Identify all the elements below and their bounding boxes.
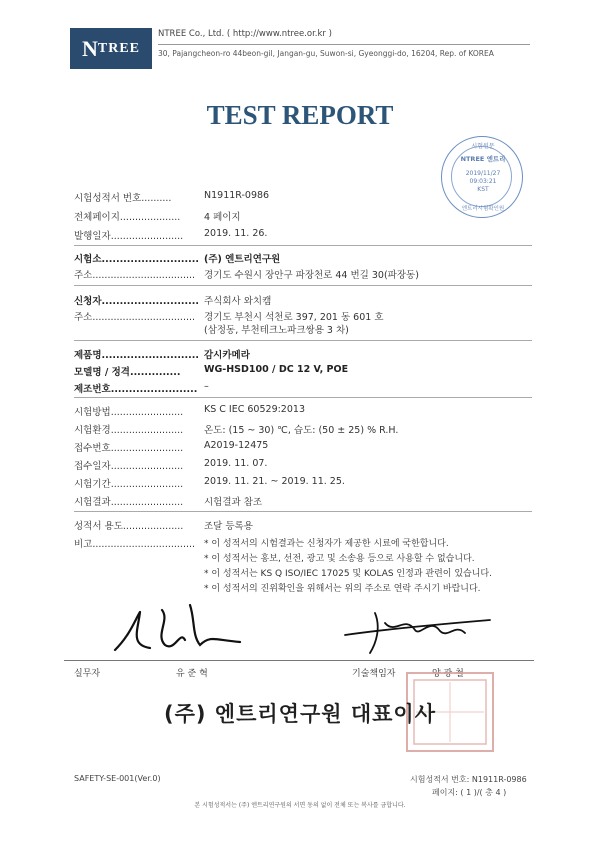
form-code: SAFETY-SE-001(Ver.0) xyxy=(74,774,161,783)
field-value-applicant: 주식회사 와치캠 xyxy=(204,296,272,307)
field-label-model-rating: 모델명 / 정격.............. xyxy=(74,367,181,378)
header-divider xyxy=(158,44,530,45)
remark-note: * 이 성적서의 시험결과는 신청자가 제공한 시료에 국한합니다. xyxy=(204,539,449,549)
field-value-test-result: 시험결과 참조 xyxy=(204,497,263,508)
field-value-test-env: 온도: (15 ~ 30) ℃, 습도: (50 ± 25) % R.H. xyxy=(204,425,399,436)
stamp-time: 09:03:21 xyxy=(469,178,497,185)
stamp-bottom-text: 엔트리시험확인원 xyxy=(461,206,505,212)
section-divider xyxy=(74,397,532,398)
field-value-applicant-address: 경기도 부천시 석천로 397, 201 동 601 호 xyxy=(204,312,384,323)
footer-report-no: 시험성적서 번호: N1911R-0986 xyxy=(410,775,527,784)
field-label-applicant-address: 주소.................................. xyxy=(74,312,196,323)
field-label-test-result: 시험결과........................ xyxy=(74,497,184,508)
signer-role-right: 기술책임자 xyxy=(352,669,396,679)
field-value-applicant-address-2: (삼정동, 부천테크노파크쌍용 3 차) xyxy=(204,325,349,336)
stamp-brand: NTREE 엔트리 xyxy=(460,155,506,163)
stamp-code: KST xyxy=(477,186,489,193)
field-value-purpose: 조달 등록용 xyxy=(204,521,253,532)
section-divider xyxy=(74,511,532,512)
section-divider xyxy=(74,245,532,246)
field-label-receipt-date: 접수일자........................ xyxy=(74,461,184,472)
field-value-total-pages: 4 페이지 xyxy=(204,212,241,223)
field-label-applicant: 신청자........................... xyxy=(74,296,199,307)
signature-left xyxy=(110,600,260,660)
field-value-receipt-date: 2019. 11. 07. xyxy=(204,458,268,469)
field-label-serial-no: 제조번호........................ xyxy=(74,384,198,395)
remark-note: * 이 성적서는 KS Q ISO/IEC 17025 및 KOLAS 인정과 관련이 있습니다. xyxy=(204,569,492,579)
field-label-lab-address: 주소.................................. xyxy=(74,270,196,281)
field-label-test-method: 시험방법........................ xyxy=(74,407,184,418)
signer-name-left: 유 준 혁 xyxy=(176,669,208,679)
company-address: 30, Pajangcheon-ro 44beon-gil, Jangan-gu, Suwon-si, Gyeonggi-do, 16204, Rep. of KOREA xyxy=(158,49,494,58)
field-label-purpose: 성적서 용도.................... xyxy=(74,521,184,532)
field-label-test-lab: 시험소........................... xyxy=(74,254,199,265)
field-value-test-period: 2019. 11. 21. ~ 2019. 11. 25. xyxy=(204,476,345,487)
field-label-test-period: 시험기간........................ xyxy=(74,479,184,490)
field-label-total-pages: 전체페이지.................... xyxy=(74,212,181,223)
field-label-report-no: 시험성적서 번호.......... xyxy=(74,193,172,204)
field-label-remarks: 비고.................................. xyxy=(74,539,196,550)
stamp-top-text: 시험원문 xyxy=(471,143,495,150)
field-value-lab-address: 경기도 수원시 장안구 파장천로 44 번길 30(파장동) xyxy=(204,270,419,281)
field-label-receipt-no: 접수번호........................ xyxy=(74,443,184,454)
footer-notice: 본 시험성적서는 (주) 엔트리연구원의 서면 동의 없이 전체 또는 복사를 금합니다. xyxy=(194,802,406,809)
signer-role-left: 실무자 xyxy=(74,669,101,679)
signature-right xyxy=(340,605,500,660)
footer-page-number: 페이지: ( 1 )/( 총 4 ) xyxy=(432,788,507,797)
field-value-issue-date: 2019. 11. 26. xyxy=(204,228,268,239)
section-divider xyxy=(74,285,532,286)
signer-name-right: 양 광 철 xyxy=(432,669,464,679)
section-divider xyxy=(74,340,532,341)
remark-note: * 이 성적서는 홍보, 선전, 광고 및 소송용 등으로 사용할 수 없습니다. xyxy=(204,554,475,564)
field-value-test-lab: (주) 엔트리연구원 xyxy=(204,254,281,265)
receipt-stamp xyxy=(441,136,523,218)
ceo-line: (주) 엔트리연구원 대표이사 xyxy=(164,702,436,726)
stamp-date: 2019/11/27 xyxy=(465,170,501,177)
field-value-test-method: KS C IEC 60529:2013 xyxy=(204,404,305,415)
field-value-receipt-no: A2019-12475 xyxy=(204,440,269,451)
ntree-logo: N TREE xyxy=(70,28,152,69)
document-title: TEST REPORT xyxy=(206,100,394,130)
field-value-product-name: 감시카메라 xyxy=(204,350,250,361)
field-value-serial-no: – xyxy=(204,381,209,392)
field-label-test-env: 시험환경........................ xyxy=(74,425,184,436)
remark-note: * 이 성적서의 진위확인을 위해서는 위의 주소로 연락 주시기 바랍니다. xyxy=(204,584,481,594)
field-label-issue-date: 발행일자........................ xyxy=(74,231,184,242)
field-label-product-name: 제품명........................... xyxy=(74,350,199,361)
company-name: NTREE Co., Ltd. ( http://www.ntree.or.kr ) xyxy=(158,29,332,39)
field-value-report-no: N1911R-0986 xyxy=(204,190,270,201)
field-value-model-rating: WG-HSD100 / DC 12 V, POE xyxy=(204,364,349,375)
signature-line xyxy=(64,660,534,661)
